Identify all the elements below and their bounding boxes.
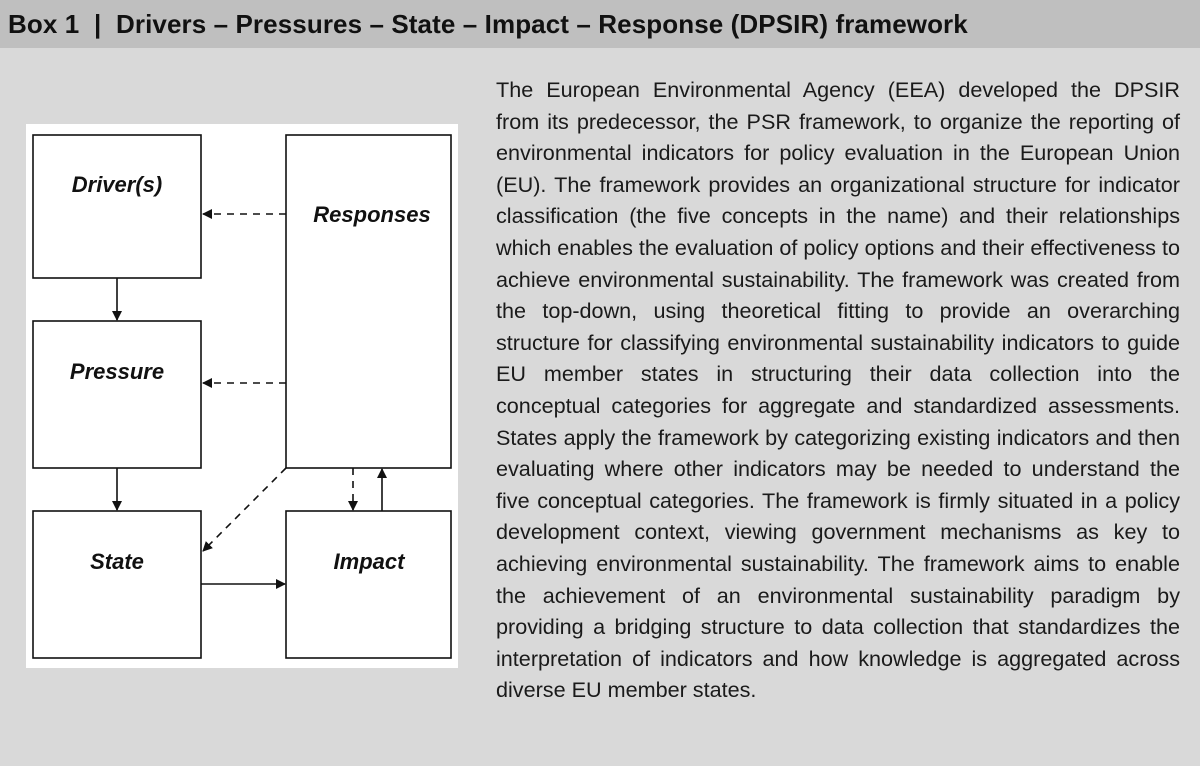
dpsir-diagram-svg [26,124,458,668]
state-box [33,511,201,658]
responses-box [286,135,451,468]
impact-box [286,511,451,658]
state-label: State [90,549,144,574]
arrow-responses-to-state [203,468,286,551]
drivers-label: Driver(s) [71,172,163,197]
box-body-text: The European Environmental Agency (EEA) developed the DPSIR from its predecessor, the PSR framework, to organize the reporting of environmental indicators for policy evaluation in the European Union (EU). The framework provides an organizational structure for indicator classification (the five concepts in the name) and their relationships which enables the evaluation of policy options and their effectiveness to achieve environmental sustainability. The framework was created from the top-down, using theoretical fitting to provide an overarching structure for classifying environmental sustainability indicators to guide EU member states in structuring their data collection into the conceptual categories for aggregate and standardized assessments. States apply the framework by categorizing existing indicators and then evaluating where other indicators may be needed to understand the five conceptual categories. The framework is firmly situated in a policy development context, viewing government mechanisms as key to achieving environmental sustainability. The framework aims to enable the achievement of an environmental sustainability paradigm by providing a bridging structure to data collection that standardizes the interpretation of indicators and how knowledge is aggregated across diverse EU member states. [496,77,1180,703]
pressure-box [33,321,201,468]
dpsir-diagram [26,124,458,668]
responses-label: Responses [313,202,431,227]
box-title: Box 1 | Drivers – Pressures – State – Impact – Response (DPSIR) framework [0,0,1200,48]
impact-label: Impact [333,549,405,574]
pressure-label: Pressure [69,359,165,384]
drivers-box [33,135,201,278]
